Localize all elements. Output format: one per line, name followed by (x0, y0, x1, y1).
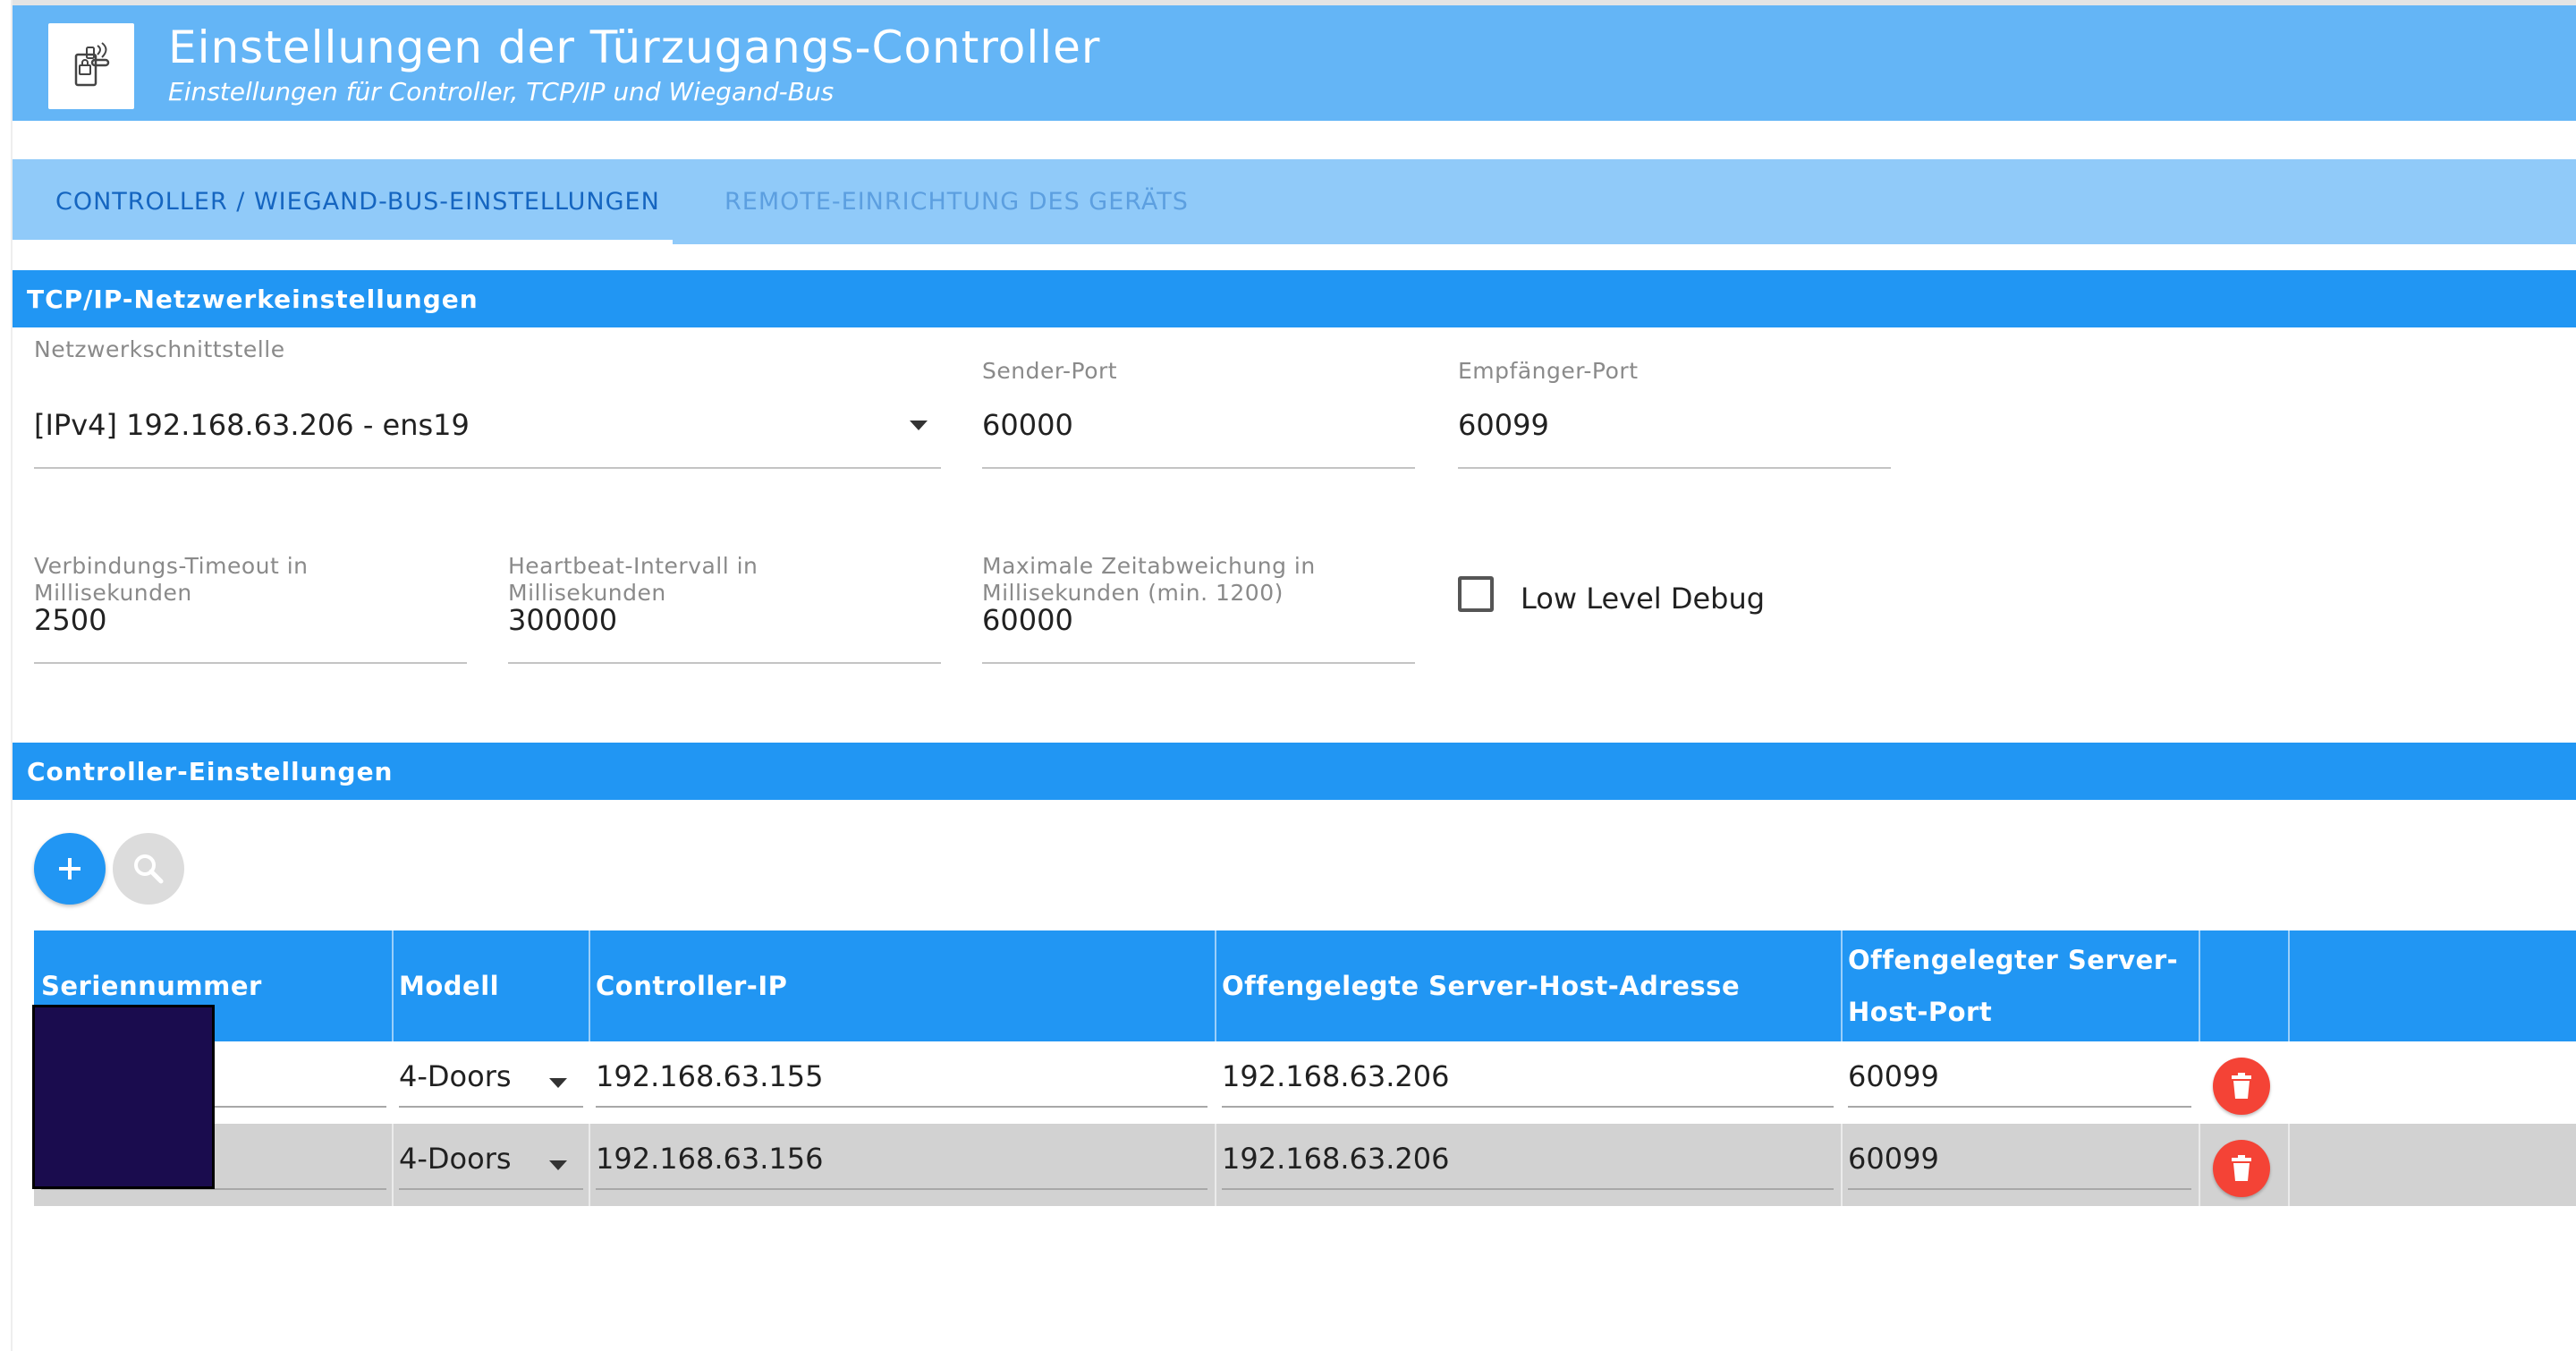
field-underline (982, 662, 1415, 664)
tab-label: CONTROLLER / WIEGAND-BUS-EINSTELLUNGEN (55, 188, 660, 216)
host-address-value: 192.168.63.206 (1222, 1059, 1450, 1093)
column-divider (589, 930, 590, 1208)
tab-controller-wiegand[interactable] (13, 159, 673, 244)
controller-ip-cell[interactable] (589, 1041, 1215, 1124)
max-deviation-field[interactable] (982, 553, 1415, 666)
field-value: 2500 (34, 603, 107, 637)
chevron-down-icon (549, 1160, 567, 1170)
field-underline (1222, 1106, 1834, 1108)
field-label: Maximale Zeitabweichung in (982, 553, 1316, 579)
page-title: Einstellungen der Türzugangs-Controller (168, 21, 1101, 73)
model-select[interactable] (392, 1041, 589, 1124)
column-header-host-address: Offengelegte Server-Host-Adresse (1222, 971, 1741, 1001)
field-value: [IPv4] 192.168.63.206 - ens19 (34, 408, 470, 442)
door-lock-icon (48, 23, 134, 109)
sender-port-field[interactable] (982, 358, 1415, 471)
tab-remote-setup[interactable] (724, 159, 1189, 244)
field-underline (399, 1106, 583, 1108)
trash-icon (2228, 1072, 2255, 1100)
receiver-port-field[interactable] (1458, 358, 1891, 471)
host-port-value: 60099 (1848, 1142, 1939, 1176)
host-address-cell[interactable] (1215, 1124, 1841, 1206)
chevron-down-icon (549, 1078, 567, 1088)
field-underline (34, 662, 467, 664)
model-value: 4-Doors (399, 1059, 512, 1093)
field-value: 60000 (982, 408, 1073, 442)
field-value: 300000 (508, 603, 618, 637)
ip-value: 192.168.63.155 (596, 1059, 824, 1093)
search-controller-button[interactable] (113, 833, 184, 905)
field-value: 60000 (982, 603, 1073, 637)
section-header-tcp: TCP/IP-Netzwerkeinstellungen (13, 270, 2576, 327)
tab-bar (13, 159, 2576, 244)
field-underline (596, 1188, 1208, 1190)
host-address-value: 192.168.63.206 (1222, 1142, 1450, 1176)
host-port-cell[interactable] (1841, 1041, 2199, 1124)
column-divider (1841, 930, 1843, 1208)
field-label: Empfänger-Port (1458, 358, 1639, 384)
column-divider (1215, 930, 1216, 1208)
host-port-cell[interactable] (1841, 1124, 2199, 1206)
column-header-host-port (1841, 930, 2199, 1041)
left-gutter (0, 0, 13, 1351)
add-controller-button[interactable] (34, 833, 106, 905)
field-label: Sender-Port (982, 358, 1118, 384)
field-underline (508, 662, 941, 664)
host-port-value: 60099 (1848, 1059, 1939, 1093)
redaction-block (32, 1005, 215, 1189)
field-value: 60099 (1458, 408, 1549, 442)
section-header-controllers: Controller-Einstellungen (13, 743, 2576, 800)
column-header-line: Offengelegter Server- (1848, 945, 2179, 975)
column-header-ip: Controller-IP (596, 971, 788, 1001)
delete-row-button[interactable] (2213, 1140, 2270, 1197)
field-underline (596, 1106, 1208, 1108)
model-select[interactable] (392, 1124, 589, 1206)
table-header (34, 930, 2576, 1041)
field-underline (1458, 467, 1891, 469)
field-underline (34, 467, 941, 469)
field-label: Millisekunden (min. 1200) (982, 580, 1284, 606)
field-label: Heartbeat-Intervall in (508, 553, 758, 579)
field-underline (982, 467, 1415, 469)
column-header-serial: Seriennummer (41, 971, 262, 1001)
field-label: Millisekunden (508, 580, 666, 606)
plus-icon (52, 851, 88, 887)
delete-row-button[interactable] (2213, 1058, 2270, 1115)
field-underline (1848, 1188, 2191, 1190)
table-row (34, 1041, 2576, 1124)
column-header-model: Modell (399, 971, 500, 1001)
trash-icon (2228, 1154, 2255, 1183)
column-divider (2288, 930, 2290, 1208)
field-label: Millisekunden (34, 580, 192, 606)
app-header (13, 5, 2576, 121)
search-icon (129, 849, 168, 888)
table-row (34, 1124, 2576, 1206)
heartbeat-field[interactable] (508, 553, 941, 666)
chevron-down-icon (910, 421, 928, 430)
host-address-cell[interactable] (1215, 1041, 1841, 1124)
column-header-line: Host-Port (1848, 997, 1993, 1027)
column-divider (2199, 930, 2200, 1208)
low-level-debug-label: Low Level Debug (1521, 582, 1766, 616)
field-underline (1222, 1188, 1834, 1190)
ip-value: 192.168.63.156 (596, 1142, 824, 1176)
field-label: Netzwerkschnittstelle (34, 336, 285, 362)
controller-table (34, 930, 2576, 1208)
field-label: Verbindungs-Timeout in (34, 553, 309, 579)
tab-label: REMOTE-EINRICHTUNG DES GERÄTS (724, 188, 1189, 216)
model-value: 4-Doors (399, 1142, 512, 1176)
column-divider (392, 930, 394, 1208)
network-interface-select[interactable] (34, 336, 941, 471)
timeout-field[interactable] (34, 553, 467, 666)
controller-ip-cell[interactable] (589, 1124, 1215, 1206)
low-level-debug-checkbox[interactable] (1458, 576, 1494, 612)
page-subtitle: Einstellungen für Controller, TCP/IP und Wiegand-Bus (168, 77, 835, 106)
field-underline (399, 1188, 583, 1190)
field-underline (1848, 1106, 2191, 1108)
